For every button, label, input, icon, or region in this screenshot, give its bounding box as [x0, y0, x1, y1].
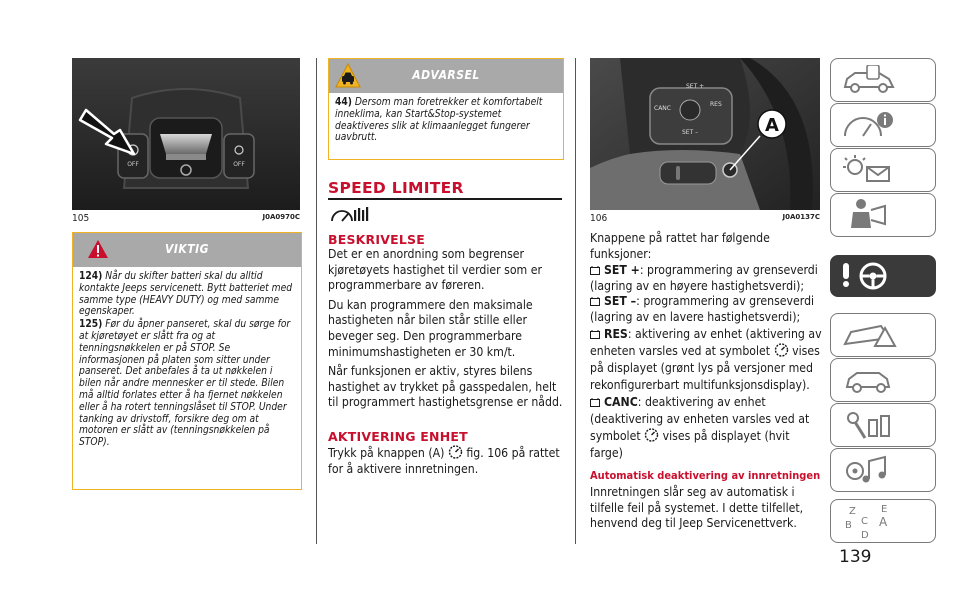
note-text: Dersom man foretrekker et komfortabelt inneklima, kan Start&Stop-systemet deaktiveres slik at klimaanlegget fungerer uavbrutt. [335, 97, 543, 144]
note-number: 125) [79, 319, 103, 331]
res-label: RES [710, 101, 722, 108]
lights-warning-icon [841, 155, 897, 185]
off-label-right: OFF [233, 161, 245, 168]
speed-limiter-icon [330, 205, 370, 225]
figure-106-number: 106 [590, 213, 608, 224]
key-bullet-icon [590, 398, 600, 407]
figure-106-image [590, 58, 820, 210]
emergency-triangle-icon [841, 320, 897, 350]
figure-106-code: J0A0137C [782, 213, 820, 221]
aktivering-heading: AKTIVERING ENHET [328, 429, 468, 444]
auto-deactivation-heading: Automatisk deaktivering av innretningen [590, 468, 821, 482]
side-tab-safety[interactable] [830, 193, 936, 237]
button-function-item [590, 263, 822, 294]
paragraph: Det er en anordning som begrenser kjøretøyets hastighet til verdier som er programmerbare av føreren. [328, 247, 542, 293]
side-tab-driving[interactable] [830, 255, 936, 297]
intro-paragraph: Knappene på rattet har følgende funksjoner: [590, 231, 770, 261]
index-letter: D [861, 530, 869, 540]
figure-105-code: J0A0970C [262, 213, 300, 221]
figure-106-caption [590, 213, 820, 225]
figure-105-image [72, 58, 300, 210]
car-info-icon [841, 65, 897, 95]
viktig-box [72, 232, 302, 490]
advarsel-header [329, 59, 563, 93]
hood-release-photo [72, 58, 300, 210]
note-number: 124) [79, 271, 103, 282]
paragraph: Du kan programmere den maksimale hastigheten når bilen står stille eller beveger seg. Den programmerbare minimumshastigheten er 30 km/t. [328, 297, 533, 359]
side-tab-dashboard[interactable] [830, 103, 936, 147]
button-function-item [590, 394, 822, 462]
key-label: SET + [604, 263, 640, 278]
right-column-text [590, 231, 822, 536]
key-description-after: vises på displayet (grønt lys på versjoner med rekonfigurerbart multifunksjonsdisplay). [590, 343, 820, 392]
key-bullet-icon [590, 266, 600, 275]
key-label: RES [604, 326, 628, 341]
title-underline [328, 198, 562, 200]
side-tab-index[interactable] [830, 499, 936, 543]
speed-limiter-title: SPEED LIMITER [328, 179, 464, 197]
speed-limiter-symbol-icon [644, 428, 659, 442]
column-divider-1 [316, 58, 317, 544]
aktivering-text [328, 445, 566, 477]
side-tab-car-info[interactable] [830, 58, 936, 102]
index-letter: Z [849, 506, 856, 517]
off-label-left: OFF [127, 161, 139, 168]
dashboard-info-icon [841, 110, 897, 140]
note-text: Før du åpner panseret, skal du sørge for at kjøretøyet er slått fra og at tenningsnøkkelen er på STOP. Se informasjonen på platen som sitter under panseret. Det anbefales å ta ut nøkkelen i bilen når andre mennesker er til stede. Bilen må alltid forlates etter å ha fjernet nøkkelen eller å ha rotert tenningslåset til STOP. Under tanking av drivstoff, forsikre deg om at motoren er slått av (tenningsnøkkelen på STOP). [79, 319, 291, 449]
viktig-title: VIKTIG [165, 242, 209, 256]
viktig-header [73, 233, 301, 267]
key-description: : programmering av grenseverdi (lagring av en høyere hastighetsverdi); [590, 263, 818, 293]
side-tab-lights[interactable] [830, 148, 936, 192]
speed-limiter-symbol-icon [774, 343, 789, 357]
key-description: : programmering av grenseverdi (lagring av en lavere hastighetsverdi); [590, 294, 815, 324]
set-plus-label: SET + [686, 83, 705, 90]
key-description-after: vises på displayet (hvit farge) [590, 428, 790, 460]
side-tab-technical[interactable] [830, 403, 936, 447]
viktig-note [79, 271, 295, 318]
index-letter: A [879, 515, 888, 529]
callout-a: A [765, 115, 779, 136]
paragraph: Når funksjonen er aktiv, styres bilens hastighet av trykket på gasspedalen, helt til programmert hastighetsgrense er nådd. [328, 364, 563, 410]
note-text: Når du skifter batteri skal du alltid kontakte Jeeps servicenett. Bytt batteriet med samme type (HEAVY DUTY) og med samme egenskaper. [79, 271, 293, 318]
speed-limiter-symbol-icon [448, 445, 463, 459]
side-tab-emergency[interactable] [830, 313, 936, 357]
page-number: 139 [839, 547, 872, 567]
safety-person-icon [841, 198, 897, 232]
key-label: CANC [604, 394, 638, 409]
key-description: : aktivering av enhet (aktivering av enheten varsles ved at symbolet [590, 326, 822, 358]
key-bullet-icon [590, 297, 600, 306]
advarsel-body [329, 93, 563, 150]
index-letters-icon [841, 502, 901, 540]
advarsel-box [328, 58, 564, 160]
button-function-item [590, 294, 822, 325]
key-label: SET – [604, 294, 637, 309]
index-letter: C [861, 516, 868, 527]
beskrivelse-heading: BESKRIVELSE [328, 232, 425, 247]
button-function-item [590, 326, 822, 394]
driving-steering-icon [839, 261, 899, 291]
index-letter: B [845, 520, 852, 531]
steering-wheel-photo [590, 58, 820, 210]
viktig-note [79, 319, 295, 449]
figure-105-caption [72, 213, 300, 225]
multimedia-icon [841, 455, 897, 485]
canc-label: CANC [654, 105, 671, 112]
advarsel-title: ADVARSEL [412, 68, 480, 82]
technical-tools-icon [841, 410, 897, 440]
column-divider-2 [575, 58, 576, 544]
index-letter: E [881, 504, 888, 515]
side-tab-multimedia[interactable] [830, 448, 936, 492]
note-number: 44) [335, 97, 352, 108]
figure-105-number: 105 [72, 213, 90, 224]
service-car-icon [841, 365, 897, 395]
side-tab-service[interactable] [830, 358, 936, 402]
viktig-body [73, 267, 301, 455]
set-minus-label: SET – [682, 129, 699, 136]
final-paragraph: Innretningen slår seg av automatisk i tilfelle feil på systemet. I dette tilfellet, henvend deg til Jeep Servicenettverk. [590, 485, 804, 531]
aktivering-before: Trykk på knappen (A) [328, 446, 445, 460]
aktivering-after: fig. 106 på rattet for å aktivere innretningen. [328, 446, 560, 476]
beskrivelse-text [328, 247, 566, 415]
key-bullet-icon [590, 330, 600, 339]
key-description: : deaktivering av enhet (deaktivering av enheten varsles ved at symbolet [590, 394, 810, 443]
